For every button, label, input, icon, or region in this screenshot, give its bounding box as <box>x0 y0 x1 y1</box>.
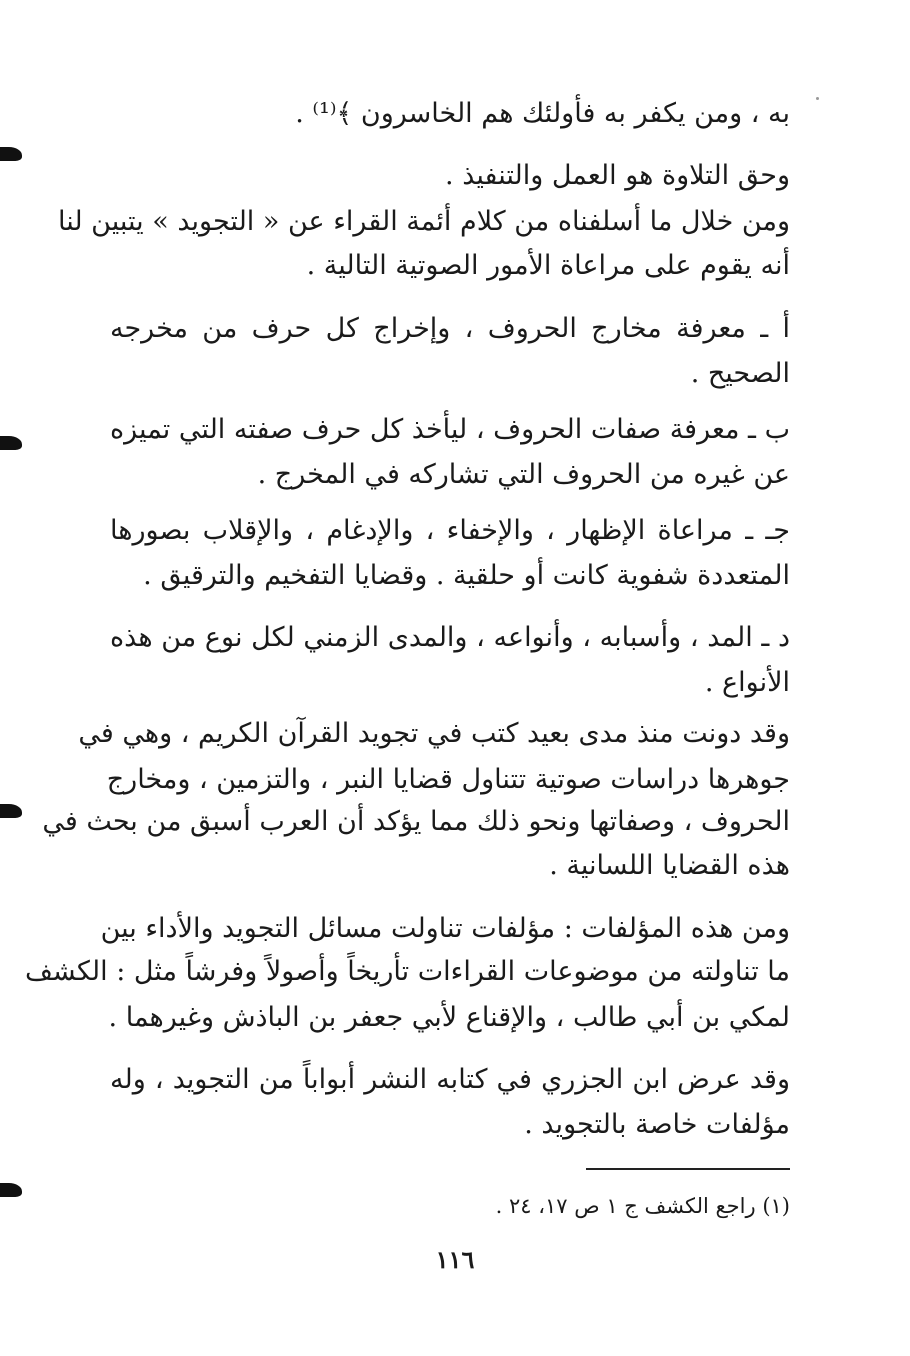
text-line: ما تناولته من موضوعات القراءات تأريخاً وأصولاً وفرشاً مثل : الكشف <box>24 956 790 987</box>
page-number: ١١٦ <box>435 1245 475 1274</box>
binding-mark <box>0 436 22 450</box>
text-line: أ ـ معرفة مخارج الحروف ، وإخراج كل حرف من مخرجه <box>110 313 790 344</box>
text-line: الحروف ، وصفاتها ونحو ذلك مما يؤكد أن العرب أسبق من بحث في <box>42 806 790 837</box>
text-line: وقد دونت منذ مدى بعيد كتب في تجويد القرآن الكريم ، وهي في <box>78 718 790 749</box>
text-line: الصحيح . <box>690 358 790 389</box>
text-line: أنه يقوم على مراعاة الأمور الصوتية التالية . <box>306 250 790 281</box>
text-line: ومن خلال ما أسلفناه من كلام أئمة القراء عن « التجويد » يتبين لنا <box>57 206 790 237</box>
footnote-rule <box>586 1168 790 1170</box>
footnote: (١) راجع الكشف ج ١ ص ١٧، ٢٤ . <box>495 1194 790 1218</box>
text-line: وحق التلاوة هو العمل والتنفيذ . <box>445 160 790 191</box>
text-line: به ، ومن يكفر به فأولئك هم الخاسرون ﴾⁽¹⁾ . <box>295 98 790 129</box>
text-line: مؤلفات خاصة بالتجويد . <box>524 1109 790 1140</box>
text-line: جوهرها دراسات صوتية تتناول قضايا النبر ، والتزمين ، ومخارج <box>106 764 790 795</box>
scan-speck <box>816 97 819 100</box>
text-line: جـ ـ مراعاة الإظهار ، والإخفاء ، والإدغام ، والإقلاب بصورها <box>110 515 790 546</box>
text-line: ومن هذه المؤلفات : مؤلفات تناولت مسائل التجويد والأداء بين <box>100 913 790 944</box>
text-line: لمكي بن أبي طالب ، والإقناع لأبي جعفر بن الباذش وغيرهما . <box>108 1002 790 1033</box>
text-line: د ـ المد ، وأسبابه ، وأنواعه ، والمدى الزمني لكل نوع من هذه <box>110 622 790 653</box>
binding-mark <box>0 1183 22 1197</box>
text-line: ب ـ معرفة صفات الحروف ، ليأخذ كل حرف صفته التي تميزه <box>110 414 790 445</box>
binding-mark <box>0 147 22 161</box>
text-line: عن غيره من الحروف التي تشاركه في المخرج . <box>257 459 790 490</box>
binding-mark <box>0 804 22 818</box>
text-line: وقد عرض ابن الجزري في كتابه النشر أبواباً من التجويد ، وله <box>110 1064 790 1095</box>
text-line: هذه القضايا اللسانية . <box>549 850 790 881</box>
text-line: المتعددة شفوية كانت أو حلقية . وقضايا التفخيم والترقيق . <box>143 560 790 591</box>
text-line: الأنواع . <box>704 667 790 698</box>
